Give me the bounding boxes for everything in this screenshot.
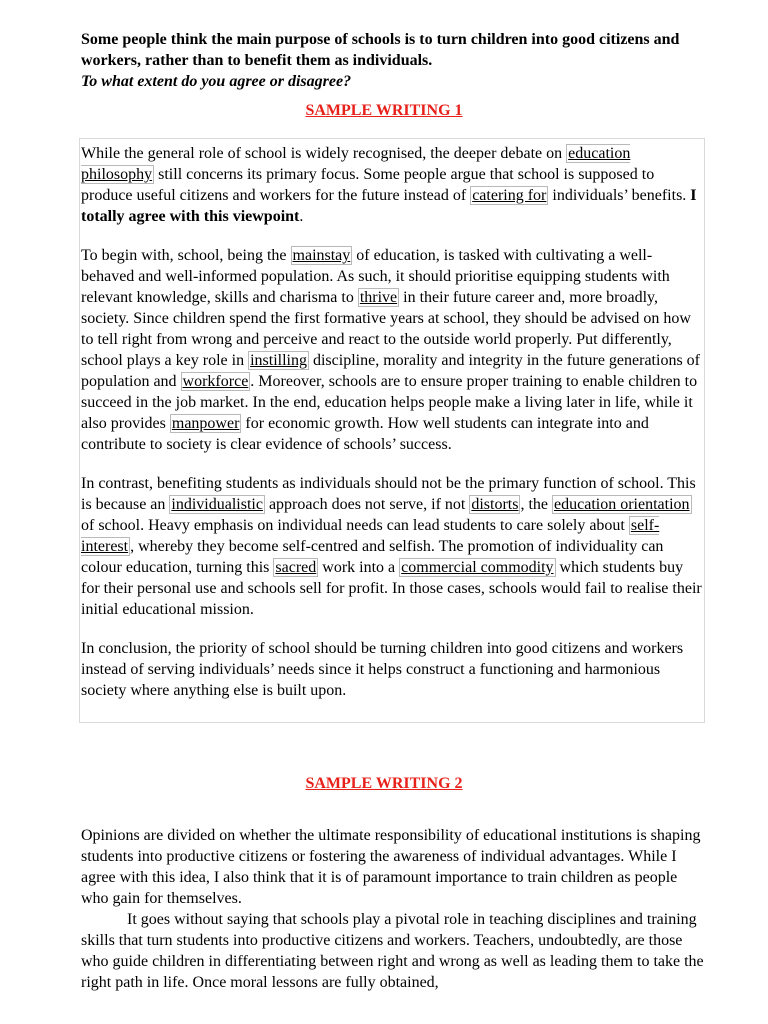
essay-prompt [81,29,691,92]
sample-1-paragraph-3 [81,473,705,620]
text-run: work into a [318,559,400,576]
text-run: which students buy for their personal use and schools sell for profit. In those cases, schools would fail to realise their initial educational mission. [81,559,702,618]
text-run: . Moreover, schools are to ensure proper training to enable children to succeed in the job market. In the end, education helps people make a living later in life, while it also provides [81,373,698,432]
keyword-individualistic: individualistic [171,496,263,513]
text-run: of education, is tasked with cultivating a well-behaved and well-informed population. As such, it should prioritise equipping students with relevant knowledge, skills and charisma to [81,247,670,306]
sample-1-paragraph-4: In conclusion, the priority of school should be turning children into good citizens and workers instead of serving individuals’ needs since it helps construct a functioning and harmonious society where anything else is built upon. [81,640,684,699]
text-run: , whereby they become self-centred and selfish. The promotion of individuality can colour education, turning this [81,538,664,576]
keyword-catering-for: catering for [472,187,547,204]
text-run: , the [520,496,553,513]
prompt-statement: Some people think the main purpose of schools is to turn children into good citizens and workers, rather than to benefit them as individuals. [81,31,680,69]
text-run: discipline, morality and integrity in the future generations of population and [81,352,700,390]
keyword-education-philosophy: education philosophy [81,145,631,183]
keyword-self-interest: self-interest [81,517,660,555]
text-run: To begin with, school, being the [81,247,291,264]
sample-2-heading: SAMPLE WRITING 2 [305,775,463,792]
sample-1-paragraph-1 [81,143,705,227]
sample-1-body [81,143,705,701]
sample-1-heading: SAMPLE WRITING 1 [305,102,463,119]
keyword-instilling: instilling [250,352,307,369]
keyword-thrive: thrive [359,289,398,306]
text-run: In contrast, benefiting students as individuals should not be the primary function of school. This is because an [81,475,696,513]
thesis-statement: I totally agree with this viewpoint [81,187,697,225]
keyword-manpower: manpower [171,415,240,432]
keyword-sacred: sacred [275,559,317,576]
sample-1-paragraph-2 [81,245,705,455]
keyword-education-orientation: education orientation [554,496,690,513]
text-run: While the general role of school is widely recognised, the deeper debate on [81,145,567,162]
sample-2-paragraph-1: Opinions are divided on whether the ultimate responsibility of educational institutions is shaping students into productive citizens or fostering the awareness of individual advantages. While I agree with this idea, I also think that it is of paramount importance to train children as people who gain for themselves. [81,827,701,907]
sample-2-body [81,825,705,993]
keyword-commercial-commodity: commercial commodity [401,559,554,576]
text-run: still concerns its primary focus. Some people argue that school is supposed to produce useful citizens and workers for the future instead of [81,166,655,204]
text-run: of school. Heavy emphasis on individual needs can lead students to care solely about [81,517,629,534]
text-run: for economic growth. How well students can integrate into and contribute to society is clear evidence of schools’ success. [81,415,649,453]
sample-2-paragraph-2: It goes without saying that schools play a pivotal role in teaching disciplines and training skills that turn students into productive citizens and workers. Teachers, undoubtedly, are those who guide children in differentiating between right and wrong as well as leading them to take the right path in life. Once moral lessons are fully obtained, [81,911,704,991]
text-run: individuals’ benefits. [548,187,691,204]
keyword-distorts: distorts [471,496,519,513]
prompt-question: To what extent do you agree or disagree? [81,73,352,90]
keyword-workforce: workforce [182,373,249,390]
text-run: approach does not serve, if not [264,496,470,513]
keyword-mainstay: mainstay [292,247,351,264]
text-run: in their future career and, more broadly, society. Since children spend the first formative years at school, they should be advised on how to tell right from wrong and perceive and react to the outside world properly. Put differently, school plays a key role in [81,289,691,369]
text-run: . [299,208,304,225]
